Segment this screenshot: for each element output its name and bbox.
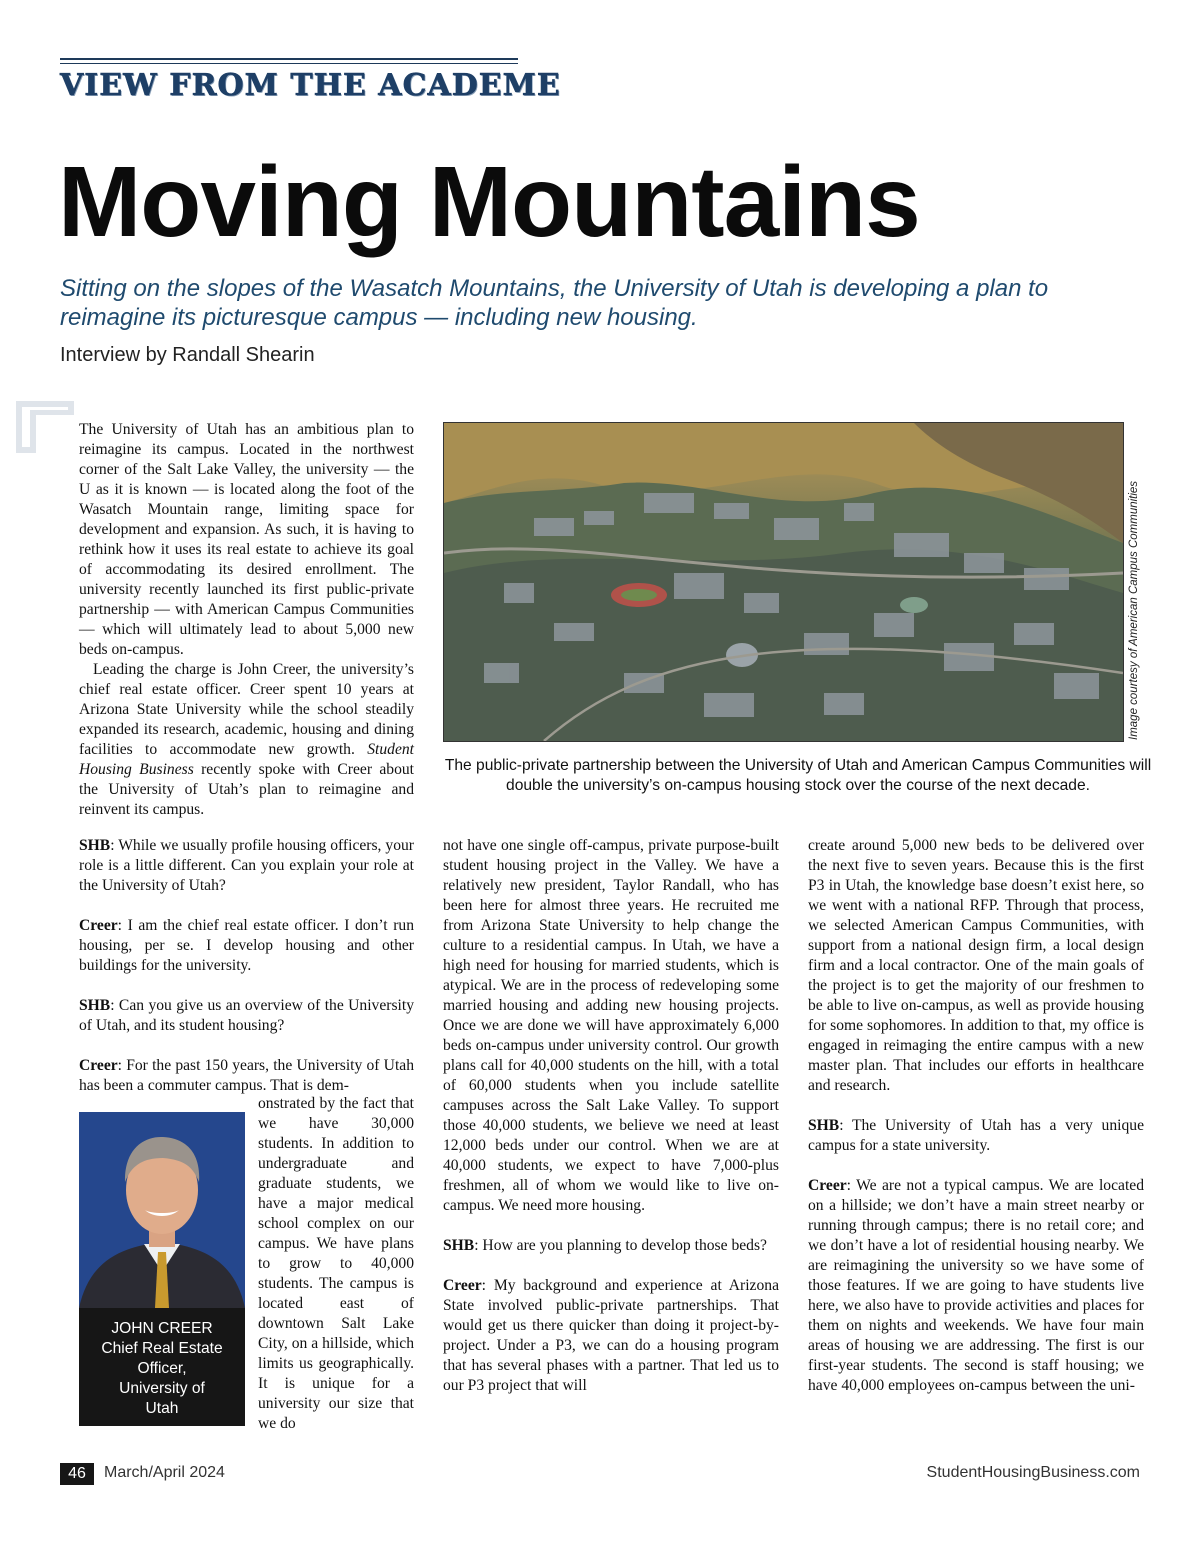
question-3: SHB: How are you planning to develop those beds?	[443, 1237, 767, 1254]
section-rule-thin	[60, 63, 518, 64]
campus-aerial-illustration	[444, 423, 1123, 741]
qa-column-2	[443, 836, 779, 1396]
portrait-title-line-2: Officer,	[137, 1360, 187, 1377]
answer-2-start: Creer: For the past 150 years, the University of Utah has been a commuter campus. That is dem-	[79, 1057, 414, 1094]
website: StudentHousingBusiness.com	[926, 1464, 1140, 1481]
portrait-title-line-4: Utah	[145, 1400, 179, 1417]
portrait-caption	[79, 1308, 245, 1426]
byline: Interview by Randall Shearin	[60, 344, 315, 366]
portrait-photo	[79, 1112, 245, 1308]
section-label: VIEW FROM THE ACADEME	[60, 68, 561, 103]
portrait-title-line-1: Chief Real Estate	[101, 1340, 223, 1357]
qa-column-1	[79, 836, 414, 1096]
issue-date: March/April 2024	[104, 1464, 225, 1481]
qa-column-3	[808, 836, 1144, 1396]
answer-1: Creer: I am the chief real estate officer. I don’t run housing, per se. I develop housing and other buildings for the university.	[79, 917, 414, 974]
question-4: SHB: The University of Utah has a very unique campus for a state university.	[808, 1117, 1144, 1154]
intro-paragraph-2: Leading the charge is John Creer, the university’s chief real estate officer. Creer spent 10 years at Arizona State University while the school steadily expanded its research, academic, housing and dining facilities to accommodate new growth. Student Housing Business recently spoke with Creer about the University of Utah’s plan to reimagine and reinvent its campus.	[79, 661, 414, 818]
section-rule	[60, 58, 518, 60]
headline: Moving Mountains	[58, 146, 920, 258]
portrait-title-line-3: University of	[119, 1380, 205, 1397]
decorative-initial-shape	[16, 395, 74, 453]
photo-credit: Image courtesy of American Campus Communities	[1128, 480, 1140, 740]
question-1: SHB: While we usually profile housing officers, your role is a little different. Can you explain your role at the University of Utah?	[79, 837, 414, 894]
campus-aerial-photo	[443, 422, 1124, 742]
publication-name: Student Housing Business	[79, 741, 414, 778]
question-2: SHB: Can you give us an overview of the University of Utah, and its student housing?	[79, 997, 414, 1034]
portrait-name: JOHN CREER	[111, 1320, 213, 1337]
answer-2-continued: not have one single off-campus, private purpose-built student housing project in the Valley. We have a relatively new president, Taylor Randall, who has been here for almost three years. He recruited me from Arizona State University to help change the culture to a residential campus. In Utah, we have a high need for housing for married students, which is atypical. We are in the process of redeveloping some married housing and adding new housing projects. Once we are done we will have approximately 6,000 beds on-campus under university control. Our growth plans call for 40,000 students on the hill, with a total of 60,000 students when you include satellite campuses across the Salt Lake Valley. To support those 40,000 students, we believe we need at least 12,000 beds under our control. When we are at 40,000 students, we expect to have 7,000-plus freshmen, all of whom we would like to live on-campus. We need more housing.	[443, 837, 779, 1214]
answer-3-continued: create around 5,000 new beds to be delivered over the next five to seven years. Because this is the first P3 in Utah, the knowledge base doesn’t exist here, so we went with a national RFP. Through that process, we selected American Campus Communities, with support from a national design firm, a local design firm and a local contractor. One of the main goals of the project is to get the majority of our freshmen to be able to live on-campus, as well as provide housing for some sophomores. In addition to that, my office is engaged in reimaging the entire campus with a new master plan. That includes our efforts in healthcare and research.	[808, 837, 1144, 1094]
intro-paragraph-1: The University of Utah has an ambitious plan to reimagine its campus. Located in the northwest corner of the Salt Lake Valley, the university — the U as it is known — is located along the foot of the Wasatch Mountain range, limiting space for development and expansion. As such, it is having to rethink how it uses its real estate to achieve its goal of accommodating its desired enrollment. The university recently launched its first public-private partnership — with American Campus Communities — which will ultimately lead to about 5,000 new beds on-campus.	[79, 421, 414, 658]
answer-3: Creer: My background and experience at Arizona State involved public-private partnerships. That would get us there quicker than doing it project-by-project. Under a P3, we can do a housing program that has several phases with a partner. That led us to our P3 project that will	[443, 1277, 779, 1394]
page-number: 46	[60, 1463, 94, 1485]
intro-text	[79, 420, 414, 820]
john-creer-portrait	[79, 1112, 245, 1308]
deck: Sitting on the slopes of the Wasatch Mountains, the University of Utah is developing a plan to reimagine its picturesque campus — including new housing.	[60, 275, 1049, 331]
photo-caption: The public-private partnership between the University of Utah and American Campus Communities will double the university’s on-campus housing stock over the course of the next decade.	[444, 757, 1152, 794]
answer-2-wrap: onstrated by the fact that we have 30,000 students. In addition to undergraduate and graduate students, we have a major medical school complex on our campus. We have plans to grow to 40,000 students. The campus is located east of downtown Salt Lake City, on a hillside, which limits us geographically. It is unique for a university our size that we do	[258, 1095, 414, 1432]
answer-4: Creer: We are not a typical campus. We are located on a hillside; we don’t have a main street nearby or running through campus; there is no retail core; and we don’t have a lot of residential housing nearby. We are reimagining the university so we have some of those features. If we are going to have students live here, we also have to provide activities and places for them on nights and weekends. We have four main areas of housing we are addressing. The first is our first-year students. The second is staff housing; we have 40,000 employees on-campus between the uni-	[808, 1177, 1144, 1394]
